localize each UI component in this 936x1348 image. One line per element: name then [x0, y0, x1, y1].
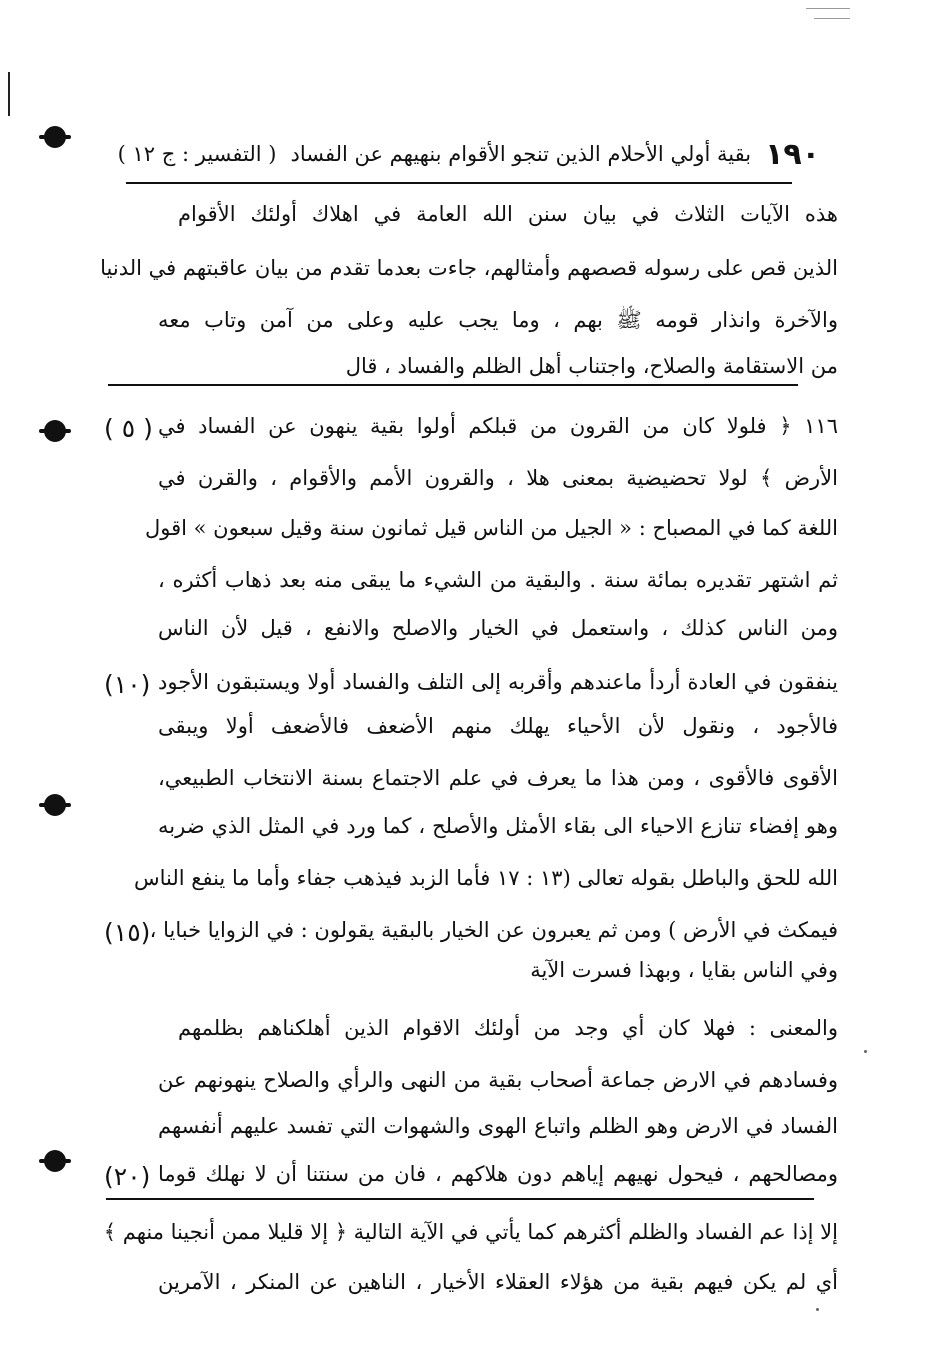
section-divider: [108, 384, 798, 386]
body-line: وفي الناس بقايا ، وبهذا فسرت الآية: [530, 958, 838, 982]
running-title: بقية أولي الأحلام الذين تنجو الأقوام بنهيهم عن الفساد: [290, 142, 752, 166]
body-line: الفساد في الارض وهو الظلم واتباع الهوى والشهوات التي تفسد عليهم أنفسهم: [158, 1114, 838, 1138]
intro-line: الذين قص على رسوله قصصهم وأمثالهم، جاءت بعدما تقدم من بيان عاقبتهم في الدنيا: [100, 256, 838, 280]
page-header: [117, 132, 820, 176]
scan-speck: [816, 1308, 819, 1311]
body-line: ومصالحهم ، فيحول نهيهم إياهم دون هلاكهم ، فان من سنتنا أن لا نهلك قوما: [158, 1162, 838, 1186]
body-line: الأرض ﴾ لولا تحضيضية بمعنى هلا ، والقرون الأمم والأقوام ، والقرن في: [158, 466, 838, 490]
header-divider: [126, 182, 792, 184]
intro-line: من الاستقامة والصلاح، واجتناب أهل الظلم والفساد ، قال: [345, 354, 838, 378]
body-line: ومن الناس كذلك ، واستعمل في الخيار والاصلح والانفع ، قيل لأن الناس: [158, 616, 838, 640]
body-line: فيمكث في الأرض ) ومن ثم يعبرون عن الخيار بالبقية يقولون : في الزوايا خبايا ،: [149, 918, 838, 942]
body-line: ينفقون في العادة أردأ ماعندهم وأقربه إلى التلف والفساد أولا ويستبقون الأجود: [158, 670, 838, 694]
scan-speck: [864, 1050, 867, 1053]
body-line: إلا إذا عم الفساد والظلم أكثرهم كما يأتي في الآية التالية ﴿ إلا قليلا ممن أنجينا منهم ﴾: [103, 1220, 838, 1244]
line-marker: (١٥): [104, 918, 151, 947]
margin-mark: [8, 72, 10, 116]
volume-reference: ( التفسير : ج ١٢ ): [117, 142, 277, 166]
body-line: وفسادهم في الارض جماعة أصحاب بقية من النهى والرأي والصلاح ينهونهم عن: [158, 1068, 838, 1092]
body-line: الأقوى فالأقوى ، ومن هذا ما يعرف في علم الاجتماع بسنة الانتخاب الطبيعي،: [158, 766, 838, 790]
binding-hole: [44, 1150, 66, 1172]
body-line: وهو إفضاء تنازع الاحياء الى بقاء الأمثل والأصلح ، كما ورد في المثل الذي ضربه: [158, 814, 838, 838]
intro-line: هذه الآيات الثلاث في بيان سنن الله العامة في اهلاك أولئك الأقوام: [178, 202, 838, 226]
body-line: والمعنى : فهلا كان أي وجد من أولئك الاقوام الذين أهلكناهم بظلمهم: [178, 1016, 838, 1040]
binding-hole: [44, 420, 66, 442]
page-number: ١٩٠: [765, 136, 820, 172]
binding-hole: [44, 126, 66, 148]
body-line: ١١٦ ﴿ فلولا كان من القرون من قبلكم أولوا بقية ينهون عن الفساد في: [158, 414, 838, 438]
scan-line: [806, 8, 850, 9]
body-line: اللغة كما في المصباح : « الجيل من الناس قيل ثمانون سنة وقيل سبعون » اقول: [145, 516, 838, 540]
body-line: ثم اشتهر تقديره بمائة سنة . والبقية من الشيء ما يبقى منه بعد ذهاب أكثره ،: [158, 568, 838, 592]
body-line: أي لم يكن فيهم بقية من هؤلاء العقلاء الأخيار ، الناهين عن المنكر ، الآمرين: [158, 1270, 838, 1294]
scan-line: [814, 18, 850, 19]
line-marker: ( ٥ ): [104, 414, 153, 443]
footnote-divider: [106, 1198, 814, 1200]
line-marker: (١٠): [104, 670, 151, 699]
body-line: فالأجود ، ونقول لأن الأحياء يهلك منهم الأضعف فالأضعف أولا ويبقى: [158, 714, 838, 738]
intro-line: والآخرة وانذار قومه ﷺ بهم ، وما يجب عليه وعلى من آمن وتاب معه: [158, 308, 838, 332]
body-line: الله للحق والباطل بقوله تعالى (١٣ : ١٧ فأما الزبد فيذهب جفاء وأما ما ينفع الناس: [134, 866, 838, 890]
binding-hole: [44, 794, 66, 816]
line-marker: (٢٠): [104, 1162, 151, 1191]
